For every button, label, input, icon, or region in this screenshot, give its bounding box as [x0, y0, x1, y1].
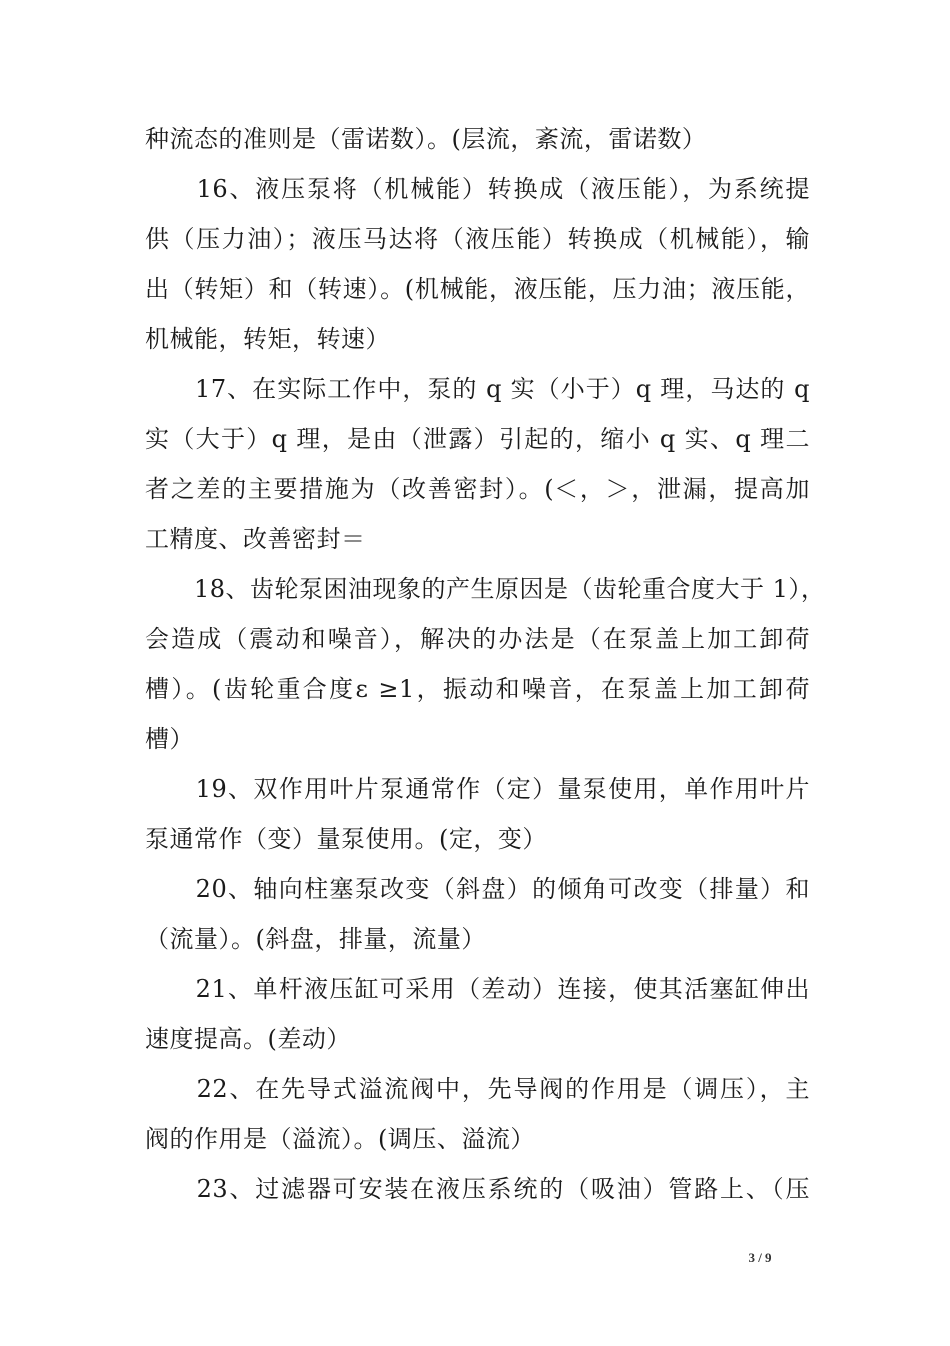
text-line: 槽）: [145, 725, 194, 753]
text-line: 17、在实际工作中，泵的 q 实（小于）q 理，马达的 q: [145, 375, 810, 403]
text-line: （流量）。(斜盘，排量，流量）: [145, 925, 486, 953]
text-line: 槽）。(齿轮重合度ε ≥1，振动和噪音，在泵盖上加工卸荷: [145, 675, 810, 703]
text-line: 会造成（震动和噪音），解决的办法是（在泵盖上加工卸荷: [145, 625, 810, 653]
text-line: 阀的作用是（溢流）。(调压、溢流）: [145, 1125, 535, 1153]
text-line: 速度提高。(差动）: [145, 1025, 351, 1053]
text-line: 21、单杆液压缸可采用（差动）连接，使其活塞缸伸出: [145, 975, 810, 1003]
text-line: 者之差的主要措施为（改善密封）。(＜，＞，泄漏，提高加: [145, 475, 810, 503]
text-line: 实（大于）q 理，是由（泄露）引起的，缩小 q 实、q 理二: [145, 425, 810, 453]
text-line: 机械能，转矩，转速）: [145, 325, 390, 353]
text-line: 出（转矩）和（转速）。(机械能，液压能，压力油；液压能，: [145, 275, 810, 303]
text-line: 16、液压泵将（机械能）转换成（液压能），为系统提: [145, 175, 810, 203]
text-line: 19、双作用叶片泵通常作（定）量泵使用，单作用叶片: [145, 775, 810, 803]
text-line: 泵通常作（变）量泵使用。(定，变）: [145, 825, 547, 853]
text-line: 22、在先导式溢流阀中，先导阀的作用是（调压），主: [145, 1075, 810, 1103]
text-line: 供（压力油）；液压马达将（液压能）转换成（机械能），输: [145, 225, 810, 253]
page-number: 3 / 9: [748, 1250, 772, 1265]
text-line: 18、齿轮泵困油现象的产生原因是（齿轮重合度大于 1），: [145, 575, 826, 603]
text-line: 种流态的准则是（雷诺数）。(层流，紊流，雷诺数）: [145, 125, 707, 153]
text-line: 20、轴向柱塞泵改变（斜盘）的倾角可改变（排量）和: [145, 875, 810, 903]
text-line: 工精度、改善密封＝: [145, 525, 366, 553]
text-line: 23、过滤器可安装在液压系统的（吸油）管路上、（压: [145, 1175, 810, 1203]
